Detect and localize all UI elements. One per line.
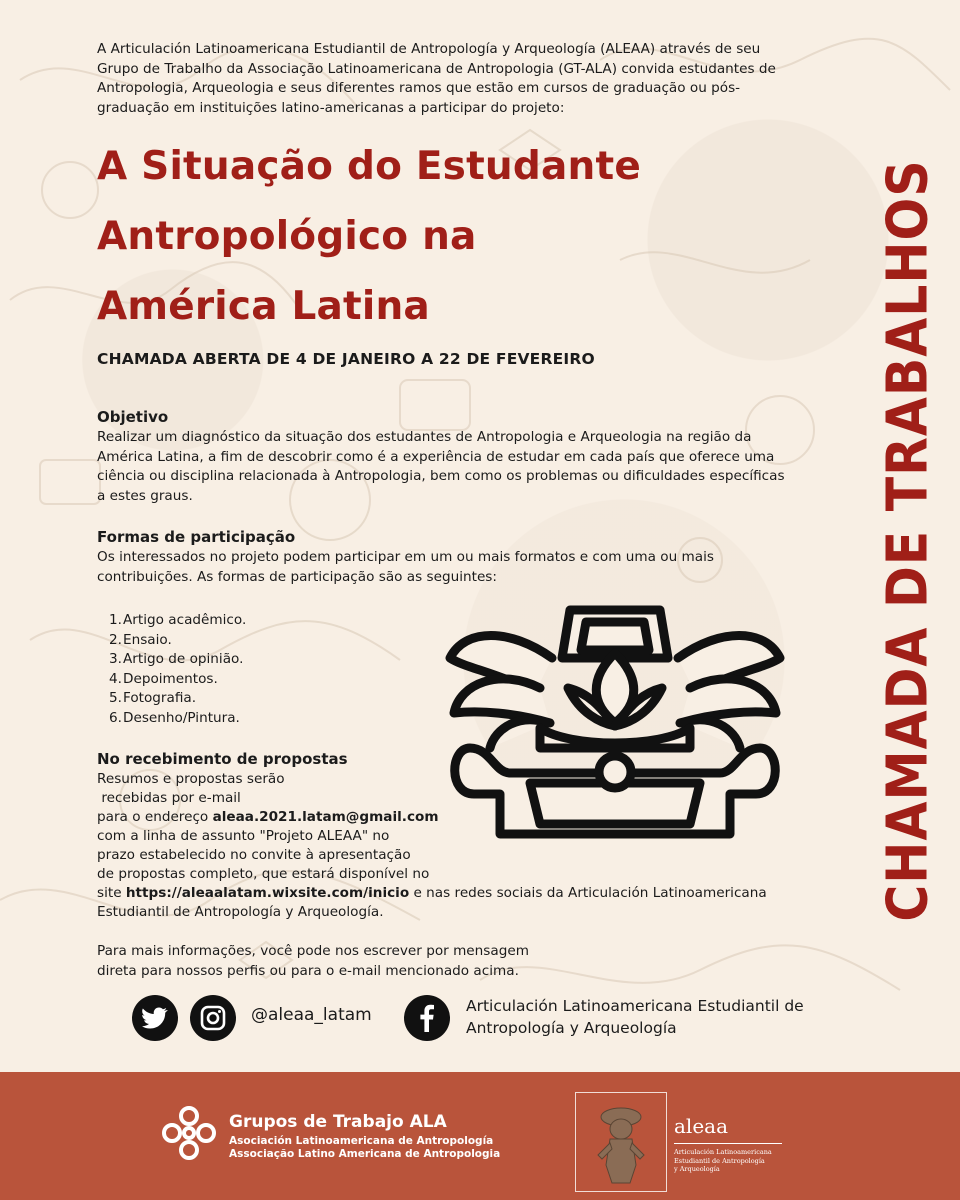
ala-subtitle: Asociación Latinoamericana de Antropología Associação Latino Americana de Antropologia — [229, 1135, 501, 1160]
page-title — [97, 132, 797, 342]
more-info-text: Para mais informações, você pode nos escrever por mensagem direta para nossos perfis ou para o e-mail mencionado acima. — [97, 943, 529, 979]
aleaa-name: aleaa — [674, 1114, 729, 1138]
objetivo-heading: Objetivo — [97, 408, 169, 426]
formas-heading: Formas de participação — [97, 528, 296, 546]
divider — [674, 1143, 782, 1144]
list-item: 4. Depoimentos. — [109, 670, 218, 687]
footer — [0, 1072, 960, 1200]
list-item: 2. Ensaio. — [109, 631, 172, 648]
aleaa-subtitle: Articulación Latinoamericana Estudiantil de Antropología y Arqueología — [674, 1148, 772, 1173]
list-item: 3. Artigo de opinião. — [109, 651, 244, 667]
ala-logo-icon — [160, 1104, 218, 1162]
title-line-3: América Latina — [97, 284, 430, 329]
social-row — [0, 995, 960, 1045]
list-item: 5. Fotografia. — [109, 690, 197, 706]
aleaa-branding — [674, 1114, 782, 1174]
intro-text: A Articulación Latinoamericana Estudiantil de Antropología y Arqueología (ALEAA) através de seu Grupo de Trabalho da Associação Latinoamericana de Antropologia (GT-ALA) convida estudantes de Antropologia, Arqueologia e seus diferentes ramos que estão em cursos de graduação ou pós-graduação em instituições latino-americanas a participar do projeto: — [97, 41, 776, 116]
title-line-1: A Situação do Estudante — [97, 144, 641, 189]
mesoamerican-glyph-illustration — [440, 598, 790, 844]
facebook-icon[interactable] — [404, 995, 450, 1041]
instagram-icon[interactable] — [190, 995, 236, 1041]
list-item: 1. Artigo acadêmico. — [109, 612, 247, 628]
ala-branding — [229, 1112, 500, 1161]
figurine-icon — [576, 1093, 666, 1191]
twitter-icon[interactable] — [132, 995, 178, 1041]
list-item: 6. Desenho/Pintura. — [109, 709, 240, 726]
email-link[interactable]: aleaa.2021.latam@gmail.com — [212, 809, 439, 825]
recebimento-heading: No recebimento de propostas — [97, 750, 348, 768]
open-call-dates: CHAMADA ABERTA DE 4 DE JANEIRO A 22 DE FEVEREIRO — [97, 350, 595, 368]
title-line-2: Antropológico na — [97, 214, 477, 259]
aleaa-figurine-logo — [575, 1092, 667, 1192]
social-handle[interactable]: @aleaa_latam — [251, 1005, 372, 1025]
ala-title: Grupos de Trabajo ALA — [229, 1112, 447, 1132]
objetivo-text: Realizar um diagnóstico da situação dos estudantes de Antropologia e Arqueologia na região da América Latina, a fim de descobrir como é a experiência de estudar em cada país que oferece uma ciência ou disciplina relacionada à Antropologia, bem como os problemas ou dificuldades específicas a estes graus. — [97, 429, 785, 504]
formas-text: Os interessados no projeto podem participar em um ou mais formatos e com uma ou mais contribuições. As formas de participação são as seguintes: — [97, 549, 714, 585]
recebimento-text: Resumos e propostas serão recebidas por e-mail para o endereço aleaa.2021.latam@gmail.com com a linha de assunto "Projeto ALEAA" no prazo estabelecido no convite à apresentação de propostas completo, que estará disponível no site https://aleaalatam.wixsite.com/inicio e nas redes sociais da Articulación Latinoamericana Estudiantil de Antropología y Arqueología. — [97, 771, 767, 920]
site-link[interactable]: https://aleaalatam.wixsite.com/inicio — [125, 885, 410, 901]
vertical-title: CHAMADA DE TRABALHOS — [875, 158, 941, 922]
facebook-page-name[interactable]: Articulación Latinoamericana Estudiantil de Antropología y Arqueología — [466, 997, 804, 1037]
